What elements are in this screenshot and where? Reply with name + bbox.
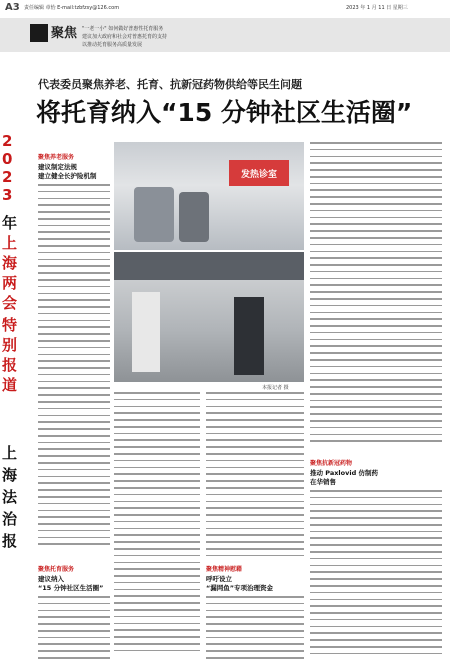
section-title: 推动 Paxlovid 仿制药 [310, 469, 379, 477]
photo-tent [114, 252, 304, 382]
col2c-body [206, 596, 304, 666]
title-char: 两 [2, 274, 18, 292]
article-subtitle: 代表委员聚焦养老、托育、抗新冠药物供给等民生问题 [38, 78, 302, 91]
side-column [0, 52, 24, 668]
section-title: 呼吁设立 [206, 575, 232, 583]
tent-roof [114, 252, 304, 280]
title-char: 上 [2, 234, 18, 252]
col3-body [310, 142, 442, 452]
col1-body [38, 184, 110, 554]
title-char: 道 [2, 376, 18, 394]
article-headline: 将托育纳入“15 分钟社区生活圈” [36, 98, 413, 127]
page-label: A3 [5, 2, 20, 13]
intro-line-2: 建议加大政府和社会对普惠托育的支持 [82, 34, 168, 40]
title-char: 报 [2, 356, 18, 374]
col1b-body [38, 596, 110, 666]
header-editor: 责任编辑 章怡 E-mail:tzbfzsy@126.com [24, 5, 120, 11]
year-char: 3 [2, 186, 13, 204]
year-char: 2 [2, 132, 13, 150]
brand-char: 海 [2, 466, 18, 484]
section-subtitle: 在华销售 [310, 478, 336, 486]
photo-clinic [114, 142, 304, 250]
section-subtitle: “15 分钟社区生活圈” [38, 584, 104, 592]
section-label: 聚焦抗新冠药物 [310, 460, 353, 467]
section-title: 建议制定法规 [38, 163, 77, 171]
brand-char: 上 [2, 444, 18, 462]
title-char: 海 [2, 254, 18, 272]
intro-line-1: "一老一小" 如何做好普惠性托育服务 [82, 26, 164, 32]
brand-char: 法 [2, 488, 18, 506]
brand-char: 治 [2, 510, 18, 528]
col2a-body [114, 392, 200, 666]
section-subtitle: 建立健全长护险机制 [38, 172, 97, 180]
section-label: 聚焦托育服务 [38, 566, 75, 573]
year-char: 2 [2, 168, 13, 186]
section-title: 建议纳入 [38, 575, 64, 583]
section-label: 聚焦精神慰藉 [206, 566, 243, 573]
person-figure [179, 192, 209, 242]
clinic-sign: 发热诊室 [229, 160, 289, 186]
worker-figure [132, 292, 160, 372]
brand-char: 报 [2, 532, 18, 550]
header-date: 2023 年 1 月 11 日 星期三 [346, 5, 408, 11]
title-char: 年 [2, 214, 18, 232]
intro-line-3: 以推动托育服务高质量发展 [82, 42, 143, 48]
col3b-body [310, 490, 442, 666]
section-label: 聚焦养老服务 [38, 154, 75, 161]
section-logo [30, 24, 48, 42]
title-char: 会 [2, 294, 18, 312]
person-figure [234, 297, 264, 375]
header-strip [0, 0, 450, 14]
title-char: 特 [2, 316, 18, 334]
section-tag: 聚焦 [51, 26, 78, 41]
title-char: 别 [2, 336, 18, 354]
year-char: 0 [2, 150, 13, 168]
section-subtitle: “漏网鱼”专项治理资金 [206, 584, 274, 592]
photo-caption: 本报记者 摄 [262, 385, 289, 391]
person-figure [134, 187, 174, 242]
